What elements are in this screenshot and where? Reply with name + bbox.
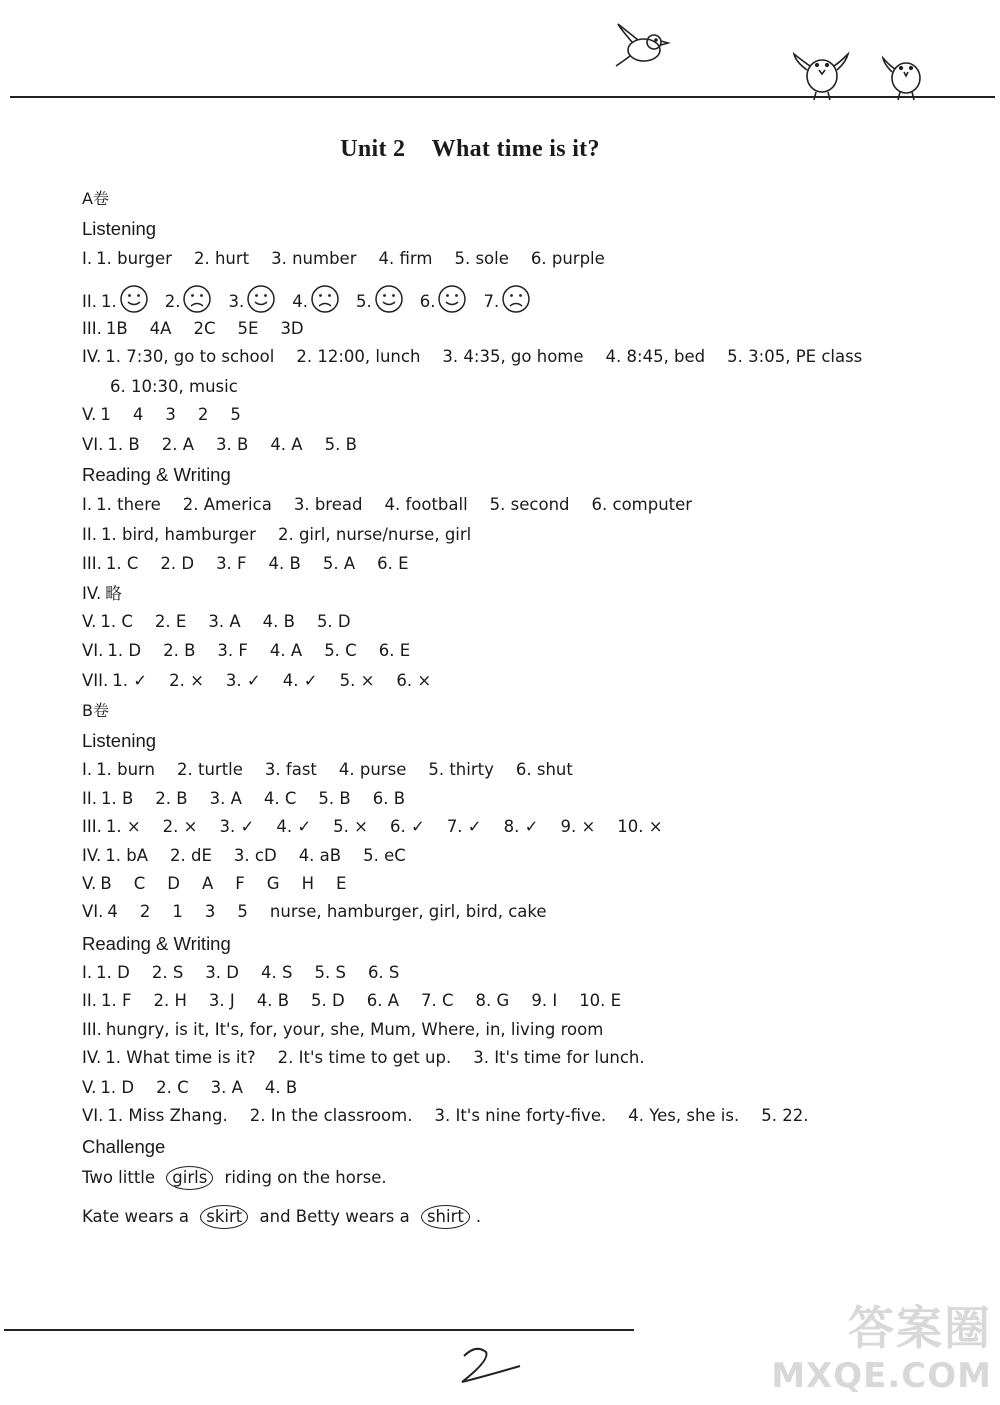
answer-item: 1. C <box>100 612 133 631</box>
answer-item: 5. 22. <box>761 1106 809 1125</box>
answer-item: 1 <box>100 405 111 424</box>
answer-item: 7. C <box>421 991 454 1010</box>
question-number: V. <box>82 1078 97 1097</box>
answer-item: 5. D <box>311 991 345 1010</box>
question-number: II. <box>82 991 97 1010</box>
answer-item: 2. × <box>162 817 198 836</box>
smiley-face-icon <box>374 284 404 320</box>
answer-item: 3. ✓ <box>225 671 261 690</box>
answer-item: 3. cD <box>233 846 277 865</box>
answer-item: 3. It's time for lunch. <box>473 1048 645 1067</box>
face-answer <box>356 284 404 320</box>
answer-item: 2. hurt <box>193 249 250 268</box>
answer-item: 2. B <box>155 789 188 808</box>
answer-item: 6. shut <box>515 760 573 779</box>
answer-item: 3. A <box>209 789 242 808</box>
answer-item: 5E <box>237 319 259 338</box>
answer-item: 6. E <box>377 554 409 573</box>
answer-item: 2 <box>197 405 209 424</box>
challenge-sentence <box>82 1204 481 1228</box>
question-number: III. <box>82 1020 102 1039</box>
answer-item: 2. America <box>182 495 272 514</box>
answer-item: 2. × <box>169 671 204 690</box>
answer-item: 3. 4:35, go home <box>442 347 584 366</box>
answer-item: 3. number <box>271 249 357 268</box>
answer-item: 3 <box>204 902 216 921</box>
watermark-url: MXQE.COM <box>771 1356 992 1396</box>
answer-item: 1. bA <box>105 846 149 865</box>
question-number: V. <box>82 405 97 424</box>
question-number: III. <box>82 817 102 836</box>
face-number: 6. <box>419 292 436 311</box>
answer-item: 1B <box>105 319 128 338</box>
smiley-face-icon <box>437 284 467 320</box>
answer-item: 1. B <box>107 435 140 454</box>
section-heading: Reading & Writing <box>82 933 231 954</box>
face-answer <box>292 284 340 320</box>
question-number: I. <box>82 963 93 982</box>
answer-item: B <box>100 874 112 893</box>
answer-item: H <box>301 874 314 893</box>
answer-item: 1. 7:30, go to school <box>105 347 275 366</box>
answer-item: 2. S <box>151 963 184 982</box>
answer-item: 1. C <box>105 554 139 573</box>
paper-section-label: A卷 <box>82 189 109 208</box>
answer-row <box>82 873 368 897</box>
answer-item: E <box>336 874 347 893</box>
answer-row <box>82 248 627 272</box>
answer-item: 2. dE <box>170 846 212 865</box>
unit-label: Unit 2 <box>340 136 406 162</box>
answer-item: 5. 3:05, PE class <box>727 347 863 366</box>
watermark-brand: 答案圈 <box>848 1301 992 1355</box>
face-answer <box>165 284 213 320</box>
answer-item: 2. It's time to get up. <box>277 1048 452 1067</box>
answer-item: 6. A <box>366 991 400 1010</box>
challenge-sentence <box>82 1165 387 1189</box>
answer-item: 2. turtle <box>177 760 243 779</box>
answer-item: 3. F <box>216 554 247 573</box>
answer-row <box>82 1105 830 1129</box>
answer-item: 2. D <box>160 554 195 573</box>
sentence-text: . <box>475 1207 482 1226</box>
face-number: 1. <box>100 292 117 311</box>
answer-item: 1. D <box>96 963 130 982</box>
answer-item: 6. 10:30, music <box>110 377 238 396</box>
answer-item: hungry, is it, It's, for, your, she, Mum, Where, in, living room <box>105 1020 604 1039</box>
smiley-face-icon <box>119 284 149 320</box>
face-answer <box>420 284 468 320</box>
answer-item: 3. It's nine forty-five. <box>434 1106 607 1125</box>
answer-item: 10. × <box>617 817 663 836</box>
answer-item: 4. B <box>264 1078 298 1097</box>
answer-item: 3. D <box>205 963 239 982</box>
answer-item: nurse, hamburger, girl, bird, cake <box>269 902 547 921</box>
question-number: VI. <box>82 902 104 921</box>
face-number: 7. <box>483 292 500 311</box>
question-number: VI. <box>82 641 104 660</box>
answer-item: D <box>167 874 180 893</box>
answer-item: 5. D <box>316 612 351 631</box>
answer-item: 略 <box>105 584 122 603</box>
answer-item: 2. E <box>154 612 187 631</box>
page-number-handwritten <box>456 1342 526 1386</box>
answer-item: 8. ✓ <box>503 817 539 836</box>
answer-item: 9. I <box>531 991 558 1010</box>
answer-row <box>82 670 453 694</box>
face-answer <box>101 284 149 320</box>
answer-item: 6. × <box>396 671 432 690</box>
answer-item: 1. × <box>105 817 141 836</box>
answer-item: 4. S <box>261 963 293 982</box>
question-number: III. <box>82 554 102 573</box>
answer-item: 2. C <box>156 1078 189 1097</box>
answer-item: 6. ✓ <box>389 817 425 836</box>
answer-item: 10. E <box>579 991 622 1010</box>
answer-item: 1. there <box>96 495 161 514</box>
circled-word: skirt <box>200 1205 248 1229</box>
sentence-text: Two little <box>82 1168 161 1187</box>
answer-item: 2C <box>193 319 216 338</box>
answer-item: 6. B <box>372 789 406 808</box>
answer-item: 3. J <box>208 991 235 1010</box>
answer-item: 2. girl, nurse/nurse, girl <box>277 525 472 544</box>
answer-item: C <box>133 874 146 893</box>
answer-item: 7. ✓ <box>446 817 482 836</box>
answer-item: 6. E <box>378 641 411 660</box>
answer-item: 1. burger <box>96 249 172 268</box>
answer-item: 5. B <box>324 435 357 454</box>
question-number: IV. <box>82 1048 102 1067</box>
smiley-face-icon <box>246 284 276 320</box>
answer-item: 2 <box>139 902 151 921</box>
question-number: I. <box>82 495 93 514</box>
answer-row <box>82 553 431 577</box>
answer-item: 4. firm <box>378 249 433 268</box>
question-number: V. <box>82 874 97 893</box>
question-number: II. <box>82 525 97 544</box>
face-number: 3. <box>228 292 245 311</box>
answer-item: 1. What time is it? <box>105 1048 256 1067</box>
face-answer <box>228 284 276 320</box>
unit-title: What time is it? <box>431 136 600 162</box>
face-number: 2. <box>164 292 181 311</box>
answer-row <box>82 611 373 635</box>
bottom-rule <box>4 1329 634 1331</box>
answer-item: 3. B <box>216 435 249 454</box>
answer-item: 6. computer <box>591 495 693 514</box>
question-number: IV. <box>82 846 102 865</box>
answer-item: 5. S <box>314 963 346 982</box>
section-heading: Listening <box>82 218 157 239</box>
answer-item: 3. ✓ <box>219 817 255 836</box>
answer-item: 8. G <box>475 991 510 1010</box>
circled-word: shirt <box>421 1205 470 1229</box>
question-number: I. <box>82 760 93 779</box>
answer-item: 5 <box>237 902 248 921</box>
answer-item: 4. ✓ <box>282 671 318 690</box>
answer-row <box>82 524 493 548</box>
question-number: I. <box>82 249 93 268</box>
question-number: II. <box>82 789 97 808</box>
answer-item: 3. A <box>208 612 241 631</box>
question-number: V. <box>82 612 97 631</box>
section-heading: Reading & Writing <box>82 464 231 485</box>
answer-row <box>82 1019 625 1043</box>
answer-row <box>82 759 595 783</box>
answer-item: 5. eC <box>363 846 406 865</box>
sad-face-icon <box>501 284 531 320</box>
answer-item: 4. A <box>270 435 303 454</box>
answer-row <box>82 346 884 370</box>
sad-face-icon <box>182 284 212 320</box>
answer-item: 4. C <box>263 789 297 808</box>
paper-section-label: B卷 <box>82 701 109 720</box>
answer-item: 4. aB <box>298 846 342 865</box>
sad-face-icon <box>310 284 340 320</box>
answer-row <box>82 901 569 925</box>
answer-item: 4. B <box>262 612 295 631</box>
answer-item: 1. bird, hamburger <box>100 525 256 544</box>
circled-word: girls <box>166 1166 213 1190</box>
answer-item: 1. Miss Zhang. <box>107 1106 228 1125</box>
answer-item: 1 <box>172 902 183 921</box>
answer-item: 2. In the classroom. <box>249 1106 413 1125</box>
answer-item: 4A <box>149 319 172 338</box>
answer-item: 4. 8:45, bed <box>605 347 706 366</box>
face-number: 5. <box>355 292 372 311</box>
sentence-text: Kate wears a <box>82 1207 195 1226</box>
answer-item: 1. B <box>100 789 134 808</box>
answer-item: 6. S <box>367 963 400 982</box>
question-number: IV. <box>82 347 102 366</box>
face-answer <box>483 284 531 320</box>
answer-item: F <box>235 874 245 893</box>
answer-row <box>82 1077 319 1101</box>
bird-standing-icon <box>878 46 934 104</box>
answer-row <box>82 404 263 428</box>
page-title <box>0 136 940 163</box>
answer-row <box>82 788 427 812</box>
answer-item: 4. B <box>256 991 290 1010</box>
answer-item: 4. A <box>269 641 303 660</box>
answer-item: 2. B <box>163 641 196 660</box>
answer-item: 5 <box>230 405 241 424</box>
answer-item: 1. D <box>107 641 142 660</box>
question-number: III. <box>82 319 102 338</box>
answer-row <box>82 434 379 458</box>
bird-standing-icon <box>790 40 852 104</box>
question-number: II. <box>82 292 97 311</box>
answer-row <box>82 494 714 518</box>
answer-item: 4 <box>107 902 118 921</box>
question-number: VI. <box>82 435 104 454</box>
answer-item: 5. sole <box>454 249 509 268</box>
answer-item: 1. burn <box>96 760 155 779</box>
question-number: VII. <box>82 671 109 690</box>
answer-row <box>82 990 643 1014</box>
section-heading: Listening <box>82 730 157 751</box>
answer-row <box>82 816 685 840</box>
answer-item: 4. ✓ <box>276 817 312 836</box>
answer-item: 5. × <box>333 817 368 836</box>
answer-item: 5. B <box>318 789 351 808</box>
watermark <box>771 1300 992 1396</box>
answer-item: 5. thirty <box>428 760 494 779</box>
answer-item: 2. A <box>161 435 194 454</box>
answer-item: 5. A <box>322 554 356 573</box>
answer-row <box>82 845 428 869</box>
answer-item: 5. × <box>339 671 375 690</box>
answer-item: 4 <box>132 405 144 424</box>
answer-item: 3D <box>280 319 304 338</box>
answer-item: 3. fast <box>264 760 317 779</box>
question-number: IV. <box>82 584 102 603</box>
answer-item: 4. purse <box>338 760 407 779</box>
answer-row <box>110 376 260 400</box>
face-number: 4. <box>292 292 308 311</box>
answer-item: 2. H <box>153 991 187 1010</box>
answer-row <box>82 583 144 607</box>
answer-item: 5. second <box>489 495 570 514</box>
sentence-text: and Betty wears a <box>254 1207 415 1226</box>
answer-item: 6. purple <box>530 249 605 268</box>
answer-item: 2. 12:00, lunch <box>296 347 421 366</box>
answer-item: G <box>266 874 280 893</box>
answer-item: 3 <box>165 405 176 424</box>
answer-item: 4. Yes, she is. <box>628 1106 740 1125</box>
section-heading: Challenge <box>82 1136 166 1157</box>
answer-item: 3. bread <box>293 495 363 514</box>
answer-row <box>82 318 326 342</box>
bird-flying-icon <box>612 22 674 70</box>
sentence-text: riding on the horse. <box>219 1168 387 1187</box>
question-number: VI. <box>82 1106 104 1125</box>
answer-item: 4. B <box>268 554 301 573</box>
answer-row <box>82 640 432 664</box>
answer-item: 3. A <box>210 1078 243 1097</box>
answer-item: 1. F <box>100 991 132 1010</box>
answer-item: 1. D <box>100 1078 135 1097</box>
answer-row <box>82 1047 667 1071</box>
answer-item: 1. ✓ <box>112 671 148 690</box>
answer-item: 9. × <box>560 817 596 836</box>
answer-item: 3. F <box>217 641 248 660</box>
answer-item: A <box>201 874 214 893</box>
answer-row-faces <box>82 284 547 311</box>
answer-item: 5. C <box>324 641 357 660</box>
answer-row <box>82 962 421 986</box>
answer-item: 4. football <box>384 495 468 514</box>
